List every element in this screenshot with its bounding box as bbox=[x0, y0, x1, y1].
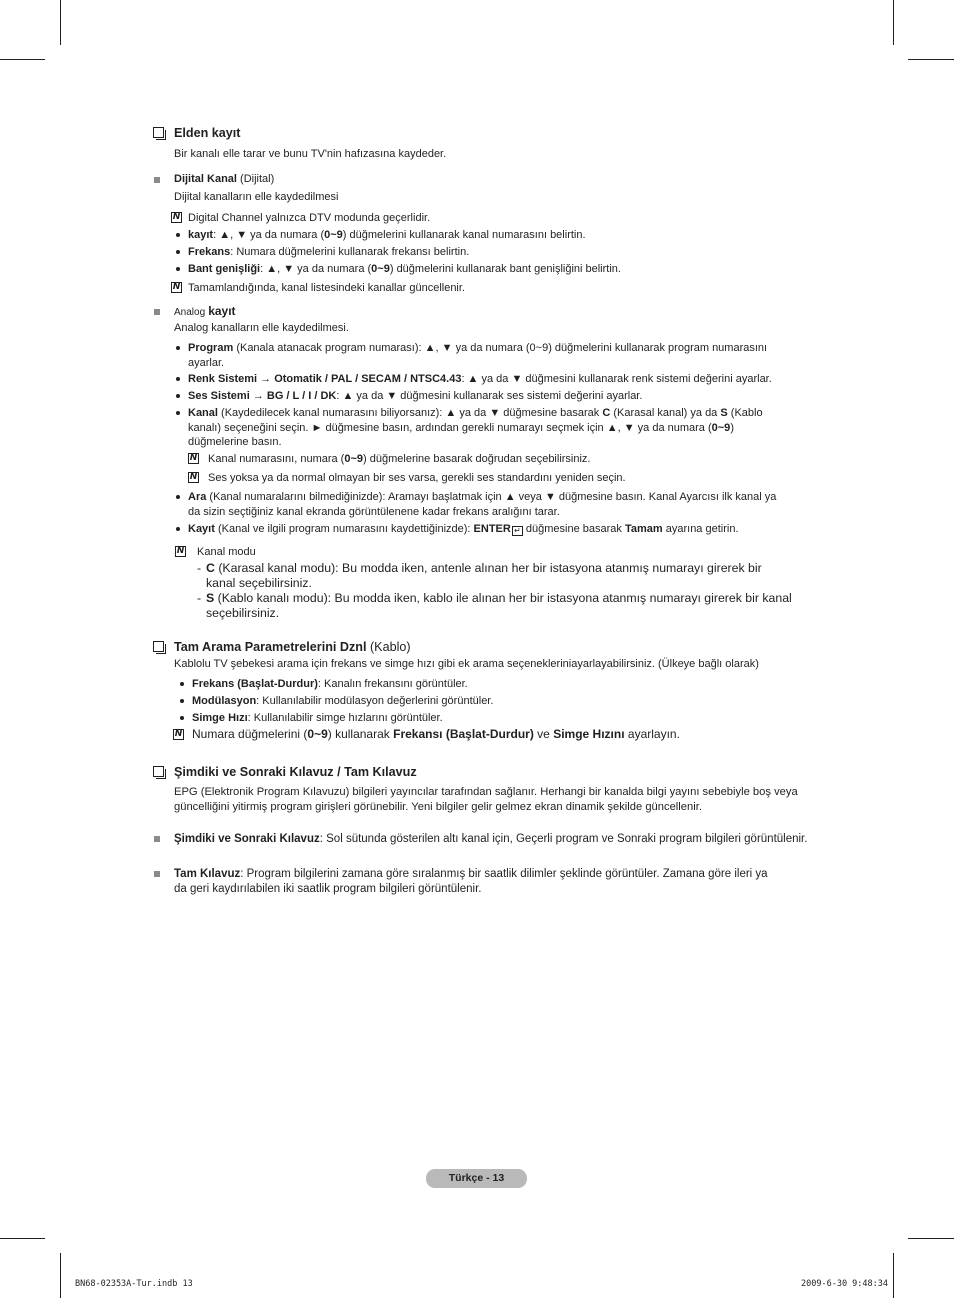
crop-mark bbox=[60, 1253, 61, 1298]
list-item-simge-hizi bbox=[192, 711, 443, 726]
mode-letter: C bbox=[206, 561, 215, 575]
footer-file-info: BN68-02353A-Tur.indb 13 bbox=[75, 1279, 193, 1289]
analog-title-small: Analog bbox=[174, 307, 206, 318]
list-item-kayit bbox=[188, 228, 586, 243]
item-text: : Program bilgilerini zamana göre sıralanmış bir saatlik dilimler şeklinde görüntüler. Zamana göre ileri ya bbox=[240, 868, 768, 880]
item-text: düğmesine basarak bbox=[525, 523, 622, 535]
note-range: 0~9 bbox=[344, 453, 364, 465]
item-label: Renk Sistemi → Otomatik / PAL / SECAM / NTSC4.43 bbox=[188, 373, 462, 385]
item-range: 0~9 bbox=[324, 229, 343, 241]
item-label: Frekans bbox=[188, 246, 231, 258]
analog-title-bold: kayıt bbox=[208, 304, 236, 318]
crop-mark bbox=[0, 59, 45, 60]
checkbox-bullet-icon bbox=[153, 641, 164, 652]
bullet-dot-icon bbox=[176, 377, 180, 381]
square-bullet-icon bbox=[154, 177, 160, 183]
title-rest: (Kablo) bbox=[369, 640, 411, 654]
item-text: : Kullanılabilir modülasyon değerlerini görüntüler. bbox=[256, 695, 494, 707]
subsection-title-dijital bbox=[174, 172, 274, 187]
mode-c-text bbox=[206, 561, 826, 591]
item-range: 0~9 bbox=[371, 263, 390, 275]
item-text: da geri kaydırılabilen iki saatlik program bilgileri görüntülenir. bbox=[174, 882, 482, 895]
bullet-dot-icon bbox=[180, 716, 184, 720]
footer-date: 2009-6-30 9:48:34 bbox=[801, 1279, 888, 1289]
item-text: (Kanal ve ilgili program numarasını kaydettiğinizde): bbox=[217, 523, 471, 535]
note-part: ) düğmelerine basarak doğrudan seçebilirsiniz. bbox=[363, 453, 591, 465]
bullet-dot-icon bbox=[176, 346, 180, 350]
section-title-tam-arama bbox=[174, 640, 411, 654]
note-range: 0~9 bbox=[307, 727, 328, 741]
note-bold: Frekansı (Başlat-Durdur) bbox=[393, 727, 534, 741]
item-text: ) bbox=[730, 421, 734, 434]
title-bold: Tam Arama Parametrelerini Dznl bbox=[174, 640, 367, 654]
item-text: ) düğmelerini kullanarak kanal numarasını belirtin. bbox=[342, 229, 586, 241]
note-text: Ses yoksa ya da normal olmayan bir ses varsa, gerekli ses standardını yeniden seçin. bbox=[208, 472, 626, 484]
item-label: Modülasyon bbox=[192, 695, 257, 707]
note-text: Kanal modu bbox=[197, 546, 256, 558]
note-icon: N bbox=[189, 453, 198, 463]
list-item-renk bbox=[188, 372, 772, 387]
item-text: : Kanalın frekansını görüntüler. bbox=[317, 678, 468, 690]
item-letter-c: C bbox=[602, 407, 611, 419]
square-bullet-icon bbox=[154, 836, 160, 842]
item-text: ayarlar. bbox=[188, 356, 225, 369]
item-text: (Kanala atanacak program numarası): ▲, ▼ ya da numara (0~9) düğmelerini kullanarak program numarasını bbox=[236, 342, 768, 354]
mode-text: kanal seçebilirsiniz. bbox=[206, 576, 312, 590]
section-description: Kablolu TV şebekesi arama için frekans ve simge hızı gibi ek arama seçenekleriniayarlayabilirsiniz. (Ülkeye bağlı olarak) bbox=[174, 658, 759, 670]
checkbox-bullet-icon bbox=[153, 127, 164, 138]
item-label: Ara bbox=[188, 491, 207, 503]
bullet-dot-icon bbox=[176, 495, 180, 499]
bullet-dot-icon bbox=[176, 267, 180, 271]
enter-icon: ↵ bbox=[512, 526, 523, 536]
item-text: : ▲, ▼ ya da numara ( bbox=[213, 229, 325, 241]
item-text: : Sol sütunda gösterilen altı kanal için, Geçerli program ve Sonraki program bilgileri görüntülenir. bbox=[319, 833, 808, 845]
bullet-dot-icon bbox=[176, 250, 180, 254]
item-label: Kanal bbox=[188, 407, 218, 419]
list-item-kayit-analog bbox=[188, 522, 739, 537]
checkbox-bullet-icon bbox=[153, 766, 164, 777]
section-description: Bir kanalı elle tarar ve bunu TV'nin hafızasına kaydeder. bbox=[174, 148, 447, 160]
crop-mark bbox=[908, 59, 954, 60]
item-letter-s: S bbox=[720, 407, 728, 419]
dash-item-c: - bbox=[197, 561, 202, 575]
list-item-ses bbox=[188, 389, 642, 404]
item-text: : ▲, ▼ ya da numara ( bbox=[260, 263, 372, 275]
item-text: : ▲ ya da ▼ düğmesini kullanarak renk sistemi değerini ayarlar. bbox=[461, 373, 772, 385]
item-text: (Kablo bbox=[730, 407, 763, 419]
epg-item-full bbox=[174, 867, 768, 896]
note-icon: N bbox=[176, 546, 185, 556]
item-range: 0~9 bbox=[711, 421, 731, 434]
section-title-epg: Şimdiki ve Sonraki Kılavuz / Tam Kılavuz bbox=[174, 765, 417, 779]
item-label: Program bbox=[188, 342, 234, 354]
item-text: kanalı) seçeneğini seçin. ► düğmesine basın, ardından gerekli numarayı seçmek için ▲, ▼ ya da numara ( bbox=[188, 421, 712, 434]
mode-s-text bbox=[206, 591, 831, 621]
note-part: ayarlayın. bbox=[627, 727, 680, 741]
item-text: ) düğmelerini kullanarak bant genişliğini belirtin. bbox=[389, 263, 621, 275]
item-label: kayıt bbox=[188, 229, 214, 241]
item-label: Şimdiki ve Sonraki Kılavuz bbox=[174, 833, 320, 845]
note-text: Digital Channel yalnızca DTV modunda geçerlidir. bbox=[188, 212, 431, 224]
note-part: Kanal numarasını, numara ( bbox=[208, 453, 345, 465]
dijital-title-rest: (Dijital) bbox=[240, 173, 275, 185]
item-text: : ▲ ya da ▼ düğmesini kullanarak ses sistemi değerini ayarlar. bbox=[336, 390, 643, 402]
square-bullet-icon bbox=[154, 871, 160, 877]
bullet-dot-icon bbox=[180, 682, 184, 686]
note-icon: N bbox=[189, 472, 198, 482]
section-description bbox=[174, 785, 798, 814]
item-label: Frekans (Başlat-Durdur) bbox=[192, 678, 318, 690]
bullet-dot-icon bbox=[176, 394, 180, 398]
mode-text: (Kablo kanalı modu): Bu modda iken, kablo ile alınan her bir istasyona atanmış numarayı girerek bir kanal bbox=[217, 591, 792, 605]
note-text bbox=[208, 452, 591, 467]
bullet-dot-icon bbox=[176, 233, 180, 237]
item-text: (Kanal numaralarını bilmediğinizde): Aramayı başlatmak için ▲ veya ▼ düğmesine basın. Kanal Ayarcısı ilk kanal ya bbox=[209, 491, 777, 503]
tamam-label: Tamam bbox=[624, 523, 663, 535]
item-text: (Karasal kanal) ya da bbox=[613, 407, 718, 419]
mode-text: (Karasal kanal modu): Bu modda iken, antenle alınan her bir istasyona atanmış numarayı girerek bir bbox=[218, 561, 762, 575]
item-text: : Kullanılabilir simge hızlarını görüntüler. bbox=[247, 712, 443, 724]
note-part: ) kullanarak bbox=[327, 727, 390, 741]
enter-label: ENTER bbox=[473, 523, 511, 535]
note-part: ve bbox=[537, 727, 550, 741]
crop-mark bbox=[0, 1238, 45, 1239]
item-label: Bant genişliği bbox=[188, 263, 261, 275]
analog-description: Analog kanalların elle kaydedilmesi. bbox=[174, 322, 349, 334]
crop-mark bbox=[908, 1238, 954, 1239]
item-text: düğmelerine basın. bbox=[188, 436, 282, 448]
note-part: Numara düğmelerini ( bbox=[192, 727, 308, 741]
subsection-title-analog bbox=[174, 304, 236, 321]
note-icon: N bbox=[172, 282, 181, 292]
note-icon: N bbox=[172, 212, 181, 222]
crop-mark bbox=[893, 0, 894, 45]
desc-line: güncelliğini yitirmiş program girişleri görünebilir. Yeni bilgiler gelir gelmez ekran dinamik şekilde güncellenir. bbox=[174, 800, 702, 813]
epg-item-now-next bbox=[174, 832, 826, 847]
item-text: (Kaydedilecek kanal numarasını biliyorsanız): ▲ ya da ▼ düğmesine basarak bbox=[221, 407, 600, 419]
list-item-bant bbox=[188, 262, 621, 277]
item-label: Simge Hızı bbox=[192, 712, 248, 724]
dijital-description: Dijital kanalların elle kaydedilmesi bbox=[174, 191, 339, 203]
note-bold: Simge Hızını bbox=[553, 727, 625, 741]
crop-mark bbox=[893, 1253, 894, 1298]
list-item-program bbox=[188, 341, 767, 370]
list-item-ara bbox=[188, 490, 776, 519]
note-text bbox=[192, 727, 680, 742]
note-text: Tamamlandığında, kanal listesindeki kanallar güncellenir. bbox=[188, 282, 465, 294]
list-item-modulasyon bbox=[192, 694, 493, 709]
list-item-kanal bbox=[188, 406, 763, 450]
crop-mark bbox=[60, 0, 61, 45]
square-bullet-icon bbox=[154, 309, 160, 315]
list-item-frekans-baslat bbox=[192, 677, 468, 692]
bullet-dot-icon bbox=[176, 527, 180, 531]
bullet-dot-icon bbox=[180, 699, 184, 703]
desc-line: EPG (Elektronik Program Kılavuzu) bilgileri yayıncılar tarafından sağlanır. Herhangi bir kanalda bilgi yayını sebebiyle boş veya bbox=[174, 786, 798, 798]
mode-text: seçebilirsiniz. bbox=[206, 606, 280, 620]
dijital-title-bold: Dijital Kanal bbox=[174, 173, 237, 185]
section-title-elden-kayit: Elden kayıt bbox=[174, 126, 241, 140]
item-text: : Numara düğmelerini kullanarak frekansı belirtin. bbox=[230, 246, 470, 258]
item-text: da sizin seçtiğiniz kanal ekranda görüntülenene kadar frekans aralığını tarar. bbox=[188, 505, 560, 518]
mode-letter: S bbox=[206, 591, 215, 605]
page-number-badge: Türkçe - 13 bbox=[426, 1169, 527, 1188]
bullet-dot-icon bbox=[176, 411, 180, 415]
list-item-frekans bbox=[188, 245, 469, 260]
note-icon: N bbox=[174, 729, 183, 739]
item-text: ayarına getirin. bbox=[665, 523, 739, 535]
item-label: Tam Kılavuz bbox=[174, 868, 241, 880]
item-label: Ses Sistemi → BG / L / I / DK bbox=[188, 390, 337, 402]
dash-item-s: - bbox=[197, 591, 202, 605]
item-label: Kayıt bbox=[188, 523, 215, 535]
